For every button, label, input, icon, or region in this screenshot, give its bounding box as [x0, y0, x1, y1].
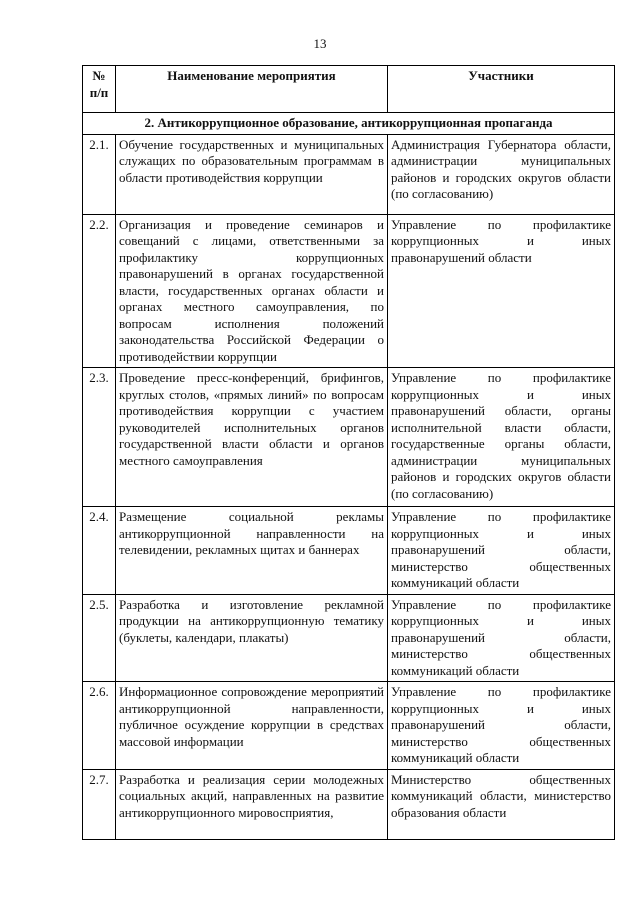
row-name: Размещение социальной рекламы антикоррупционной направленности на телевидении, рекламных щитах и баннерах — [116, 507, 388, 595]
page-number: 13 — [313, 36, 327, 51]
row-participants: Управление по профилактике коррупционных и иных правонарушений области, органы исполнительной власти области, государственные органы области, администрации муниципальных районов и городских округов области (по согласованию) — [388, 368, 615, 507]
header-name: Наименование мероприятия — [116, 66, 388, 113]
header-num: № п/п — [83, 66, 116, 113]
table-header-row — [83, 66, 615, 113]
row-participants: Администрация Губернатора области, администрации муниципальных районов и городских округов области (по согласованию) — [388, 134, 615, 214]
row-name: Разработка и изготовление рекламной продукции на антикоррупционную тематику (буклеты, календари, плакаты) — [116, 594, 388, 682]
table-row — [83, 594, 615, 682]
row-name: Информационное сопровождение мероприятий антикоррупционной направленности, публичное осуждение коррупции в средствах массовой информации — [116, 682, 388, 770]
row-name: Разработка и реализация серии молодежных социальных акций, направленных на развитие антикоррупционного мировосприятия, — [116, 769, 388, 839]
header-participants: Участники — [388, 66, 615, 113]
row-num: 2.5. — [83, 594, 116, 682]
row-num: 2.4. — [83, 507, 116, 595]
row-name: Проведение пресс-конференций, брифингов, круглых столов, «прямых линий» по вопросам противодействия коррупции с участием руководителей исполнительных органов государственной власти области и органов местного самоуправления — [116, 368, 388, 507]
row-num: 2.2. — [83, 214, 116, 368]
row-name: Организация и проведение семинаров и совещаний с лицами, ответственными за профилактику коррупционных правонарушений в органах государственной власти, государственных органах области и органах местного самоуправления, по вопросам исполнения положений законодательства Российской Федерации о противодействии коррупции — [116, 214, 388, 368]
table-row — [83, 214, 615, 368]
table-row — [83, 368, 615, 507]
table-row — [83, 682, 615, 770]
row-participants: Управление по профилактике коррупционных и иных правонарушений области, министерство общественных коммуникаций области — [388, 682, 615, 770]
table-row — [83, 507, 615, 595]
row-participants: Управление по профилактике коррупционных и иных правонарушений области, министерство общественных коммуникаций области — [388, 594, 615, 682]
row-num: 2.6. — [83, 682, 116, 770]
row-num: 2.7. — [83, 769, 116, 839]
table-row — [83, 769, 615, 839]
row-name: Обучение государственных и муниципальных служащих по образовательным программам в области противодействия коррупции — [116, 134, 388, 214]
row-participants: Управление по профилактике коррупционных и иных правонарушений области — [388, 214, 615, 368]
row-participants: Управление по профилактике коррупционных и иных правонарушений области, министерство общественных коммуникаций области — [388, 507, 615, 595]
section-row — [83, 113, 615, 135]
row-num: 2.3. — [83, 368, 116, 507]
row-participants: Министерство общественных коммуникаций области, министерство образования области — [388, 769, 615, 839]
section-title: 2. Антикоррупционное образование, антикоррупционная пропаганда — [83, 113, 615, 135]
row-num: 2.1. — [83, 134, 116, 214]
events-table — [82, 65, 615, 840]
table-row — [83, 134, 615, 214]
